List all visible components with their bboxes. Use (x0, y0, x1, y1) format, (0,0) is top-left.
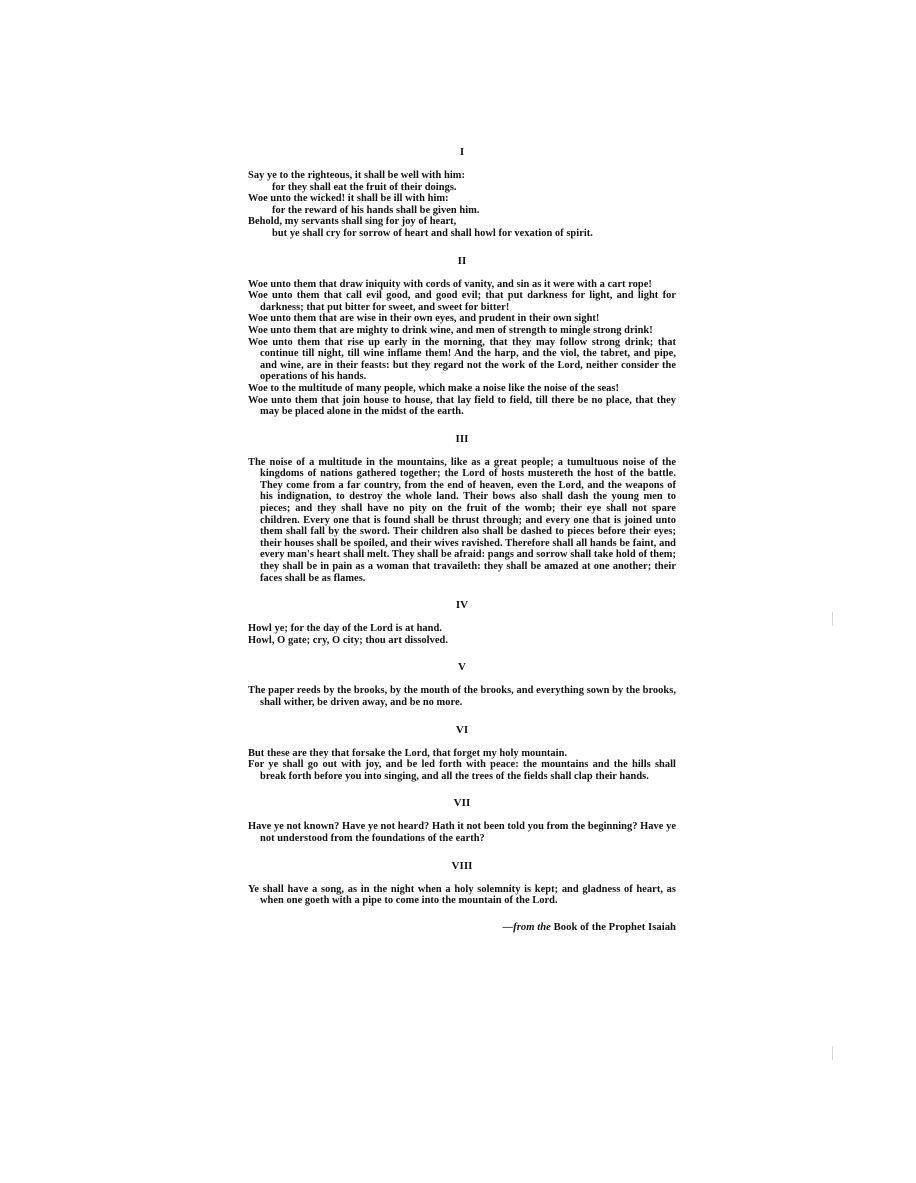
verse-line: Woe unto them that are mighty to drink wine, and men of strength to mingle strong drink! (248, 324, 653, 336)
verse-line: for the reward of his hands shall be given him. (272, 204, 480, 216)
section-3 (248, 433, 676, 585)
section-7 (248, 797, 676, 844)
verse-line: The noise of a multitude in the mountains, like as a great people; a tumultuous noise of the kingdoms of nations gathered together; the Lord of hosts mustereth the host of the battle. They come from a far country, from the end of heaven, even the Lord, and the weapons of his indignation, to destroy the whole land. Their bows also shall dash the young men to pieces; and they shall have no pity on the fruit of the womb; their eye shall not spare children. Every one that is found shall be thrust through; and every one that is joined unto them shall fall by the sword. Their children also shall be dashed to pieces before their eyes; their houses shall be spoiled, and their wives ravished. Therefore shall all hands be faint, and every man's heart shall melt. They shall be afraid: pangs and sorrow shall take hold of them; they shall be in pain as a woman that travaileth: they shall be amazed at one another; their faces shall be as flames. (248, 456, 676, 584)
attribution (248, 922, 676, 934)
section-heading: VII (453, 797, 471, 810)
poem-body (248, 146, 676, 933)
scan-speck (832, 1046, 833, 1060)
attribution-source: Book of the Prophet Isaiah (553, 921, 676, 933)
section-5 (248, 661, 676, 708)
scan-speck (832, 612, 833, 626)
verse-line: Behold, my servants shall sing for joy of heart, (248, 216, 457, 228)
verse-line: but ye shall cry for sorrow of heart and shall howl for vexation of spirit. (272, 227, 593, 239)
section-heading: V (458, 661, 466, 674)
section-heading: IV (455, 599, 469, 612)
verse-line: for they shall eat the fruit of their doings. (272, 181, 457, 193)
section-heading: VI (455, 723, 469, 736)
verse-line: Howl ye; for the day of the Lord is at hand. (248, 623, 442, 635)
verse-line: Woe unto them that draw iniquity with cords of vanity, and sin as it were with a cart rope! (248, 278, 652, 290)
section-heading: III (455, 432, 469, 445)
section-heading: I (459, 146, 465, 158)
section-6 (248, 724, 676, 783)
verse-line: Say ye to the righteous, it shall be well with him: (248, 170, 465, 181)
verse-line: Woe unto them that are wise in their own eyes, and prudent in their own sight! (248, 313, 600, 325)
verse-line: But these are they that forsake the Lord, that forget my holy mountain. (248, 747, 568, 759)
verse-line: Woe unto them that join house to house, that lay field to field, till there be no place, that they may be placed alone in the midst of the earth. (248, 394, 676, 418)
verse-line: Woe to the multitude of many people, which make a noise like the noise of the seas! (248, 382, 619, 394)
section-1 (248, 146, 676, 240)
verse-line: Woe unto them that call evil good, and good evil; that put darkness for light, and light for darkness; that put bitter for sweet, and sweet for bitter! (248, 290, 676, 313)
attribution-prefix: —from the (502, 921, 551, 933)
section-2 (248, 255, 676, 418)
verse-line: Ye shall have a song, as in the night when a holy solemnity is kept; and gladness of heart, as when one goeth with a pipe to come into the mountain of the Lord. (248, 883, 676, 907)
section-heading: II (457, 254, 467, 267)
section-8 (248, 860, 676, 907)
section-heading: VIII (451, 859, 473, 872)
verse-line: For ye shall go out with joy, and be led forth with peace: the mountains and the hills shall break forth before you into singing, and all the trees of the fields shall clap their hands. (248, 759, 676, 782)
verse-line: Woe unto the wicked! it shall be ill with him: (248, 193, 449, 205)
verse-line: Woe unto them that rise up early in the morning, that they may follow strong drink; that continue till night, till wine inflame them! And the harp, and the viol, the tabret, and pipe, and wine, are in their feasts: but they regard not the work of the Lord, neither consider the operations of his hands. (248, 336, 676, 383)
verse-line: Howl, O gate; cry, O city; thou art dissolved. (248, 634, 448, 646)
verse-line: Have ye not known? Have ye not heard? Hath it not been told you from the beginning? Have ye not understood from the foundations of the earth? (248, 821, 676, 844)
section-4 (248, 599, 676, 646)
verse-line: The paper reeds by the brooks, by the mouth of the brooks, and everything sown by the brooks, shall wither, be driven away, and be no more. (248, 685, 676, 708)
